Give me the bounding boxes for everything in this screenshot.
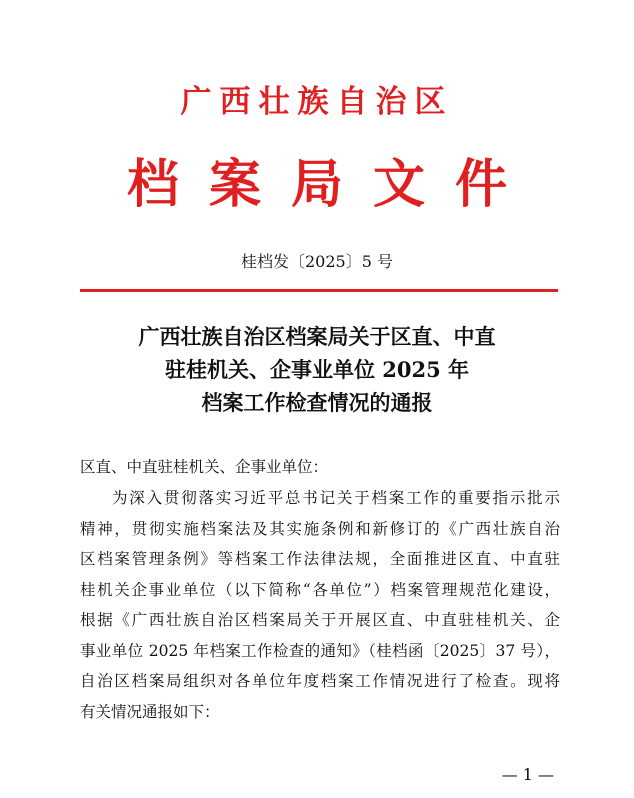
paragraph-line: 事业单位 2025 年档案工作检查的通知》（桂档函〔2025〕37 号）， [80,641,560,660]
document-number: 桂档发〔2025〕5 号 [241,252,393,271]
paragraph-line: 有关情况通报如下： [80,702,220,721]
title-line-1: 广西壮族自治区档案局关于区直、中直 [138,324,496,349]
document-header-title: 档案局文件 [126,154,537,215]
document-title [0,320,634,419]
paragraph-line: 精神，贯彻实施档案法及其实施条例和新修订的《广西壮族自治 [80,519,560,538]
paragraph-line: 桂机关企事业单位（以下简称“各单位”）档案管理规范化建设， [80,580,560,599]
paragraph-line: 根据《广西壮族自治区档案局关于开展区直、中直驻桂机关、企 [80,611,560,629]
red-divider-line [80,289,558,292]
body-paragraph [80,483,560,727]
title-line-3: 档案工作检查情况的通报 [201,390,433,415]
paragraph-line: 为深入贯彻落实习近平总书记关于档案工作的重要指示批示 [112,489,560,507]
paragraph-line: 自治区档案局组织对各单位年度档案工作情况进行了检查。现将 [80,672,560,690]
title-line-2: 驻桂机关、企事业单位 2025 年 [164,357,470,382]
salutation: 区直、中直驻桂机关、企事业单位： [80,458,329,476]
page-number: — 1 — [501,765,554,784]
paragraph-line: 区档案管理条例》等档案工作法律法规，全面推进区直、中直驻 [80,550,560,568]
issuer-name: 广西壮族自治区 [180,84,454,120]
